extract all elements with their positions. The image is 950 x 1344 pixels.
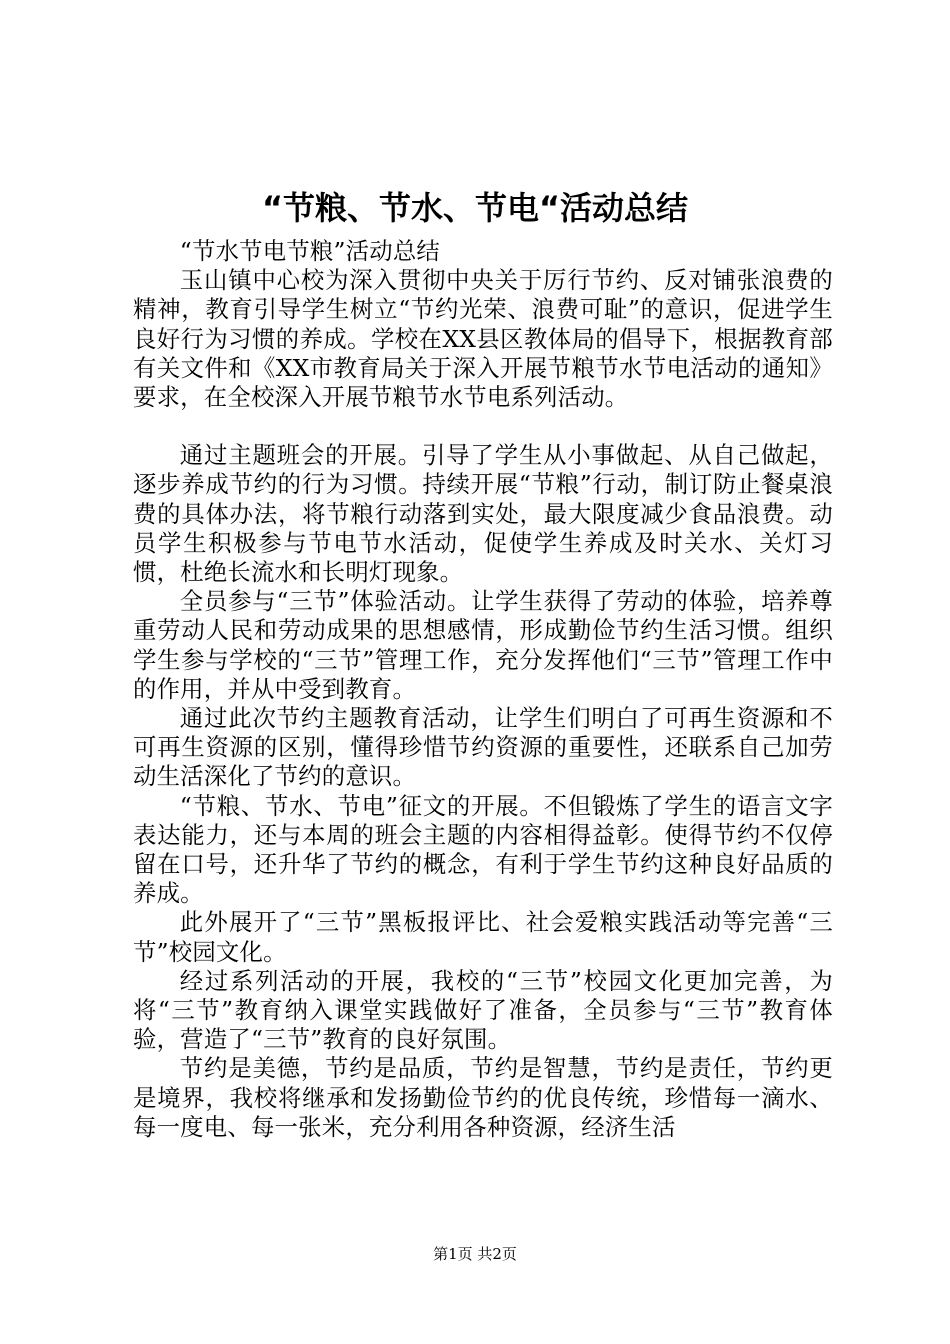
paragraph-intro: 玉山镇中心校为深入贯彻中央关于厉行节约、反对铺张浪费的精神，教育引导学生树立“节约光荣、浪费可耻”的意识，促进学生良好行为习惯的养成。学校在XX县区教体局的倡导下，根据教育部有关文件和《XX市教育局关于深入开展节粮节水节电活动的通知》要求，在全校深入开展节粮节水节电系列活动。: [133, 266, 833, 412]
paragraph-essay: “节粮、节水、节电”征文的开展。不但锻炼了学生的语言文字表达能力，还与本周的班会主题的内容相得益彰。使得节约不仅停留在口号，还升华了节约的概念，有利于学生节约这种良好品质的养成。: [133, 791, 833, 908]
paragraph-experience: 全员参与“三节”体验活动。让学生获得了劳动的体验，培养尊重劳动人民和劳动成果的思想感情，形成勤俭节约生活习惯。组织学生参与学校的“三节”管理工作，充分发挥他们“三节”管理工作中的作用，并从中受到教育。: [133, 587, 833, 703]
paragraph-results: 经过系列活动的开展，我校的“三节”校园文化更加完善，为将“三节”教育纳入课堂实践做好了准备，全员参与“三节”教育体验，营造了“三节”教育的良好氛围。: [133, 966, 833, 1054]
document-title: “节粮、节水、节电“活动总结: [261, 189, 689, 227]
document-body: [133, 237, 833, 1142]
paragraph-class-meeting: 通过主题班会的开展。引导了学生从小事做起、从自己做起，逐步养成节约的行为习惯。持续开展“节粮”行动，制订防止餐桌浪费的具体办法，将节粮行动落到实处，最大限度减少食品浪费。动员学生积极参与节电节水活动，促使学生养成及时关水、关灯习惯，杜绝长流水和长明灯现象。: [133, 441, 833, 587]
paragraph-conclusion: 节约是美德，节约是品质，节约是智慧，节约是责任，节约更是境界，我校将继承和发扬勤俭节约的优良传统，珍惜每一滴水、每一度电、每一张米，充分利用各种资源，经济生活: [133, 1054, 833, 1141]
page-footer: 第1页 共2页: [433, 1245, 517, 1263]
paragraph-subtitle: “节水节电节粮”活动总结: [179, 237, 441, 265]
paragraph-education: 通过此次节约主题教育活动，让学生们明白了可再生资源和不可再生资源的区别，懂得珍惜节约资源的重要性，还联系自己加劳动生活深化了节约的意识。: [133, 704, 833, 791]
paragraph-blackboard: 此外展开了“三节”黑板报评比、社会爱粮实践活动等完善“三节”校园文化。: [133, 908, 833, 966]
